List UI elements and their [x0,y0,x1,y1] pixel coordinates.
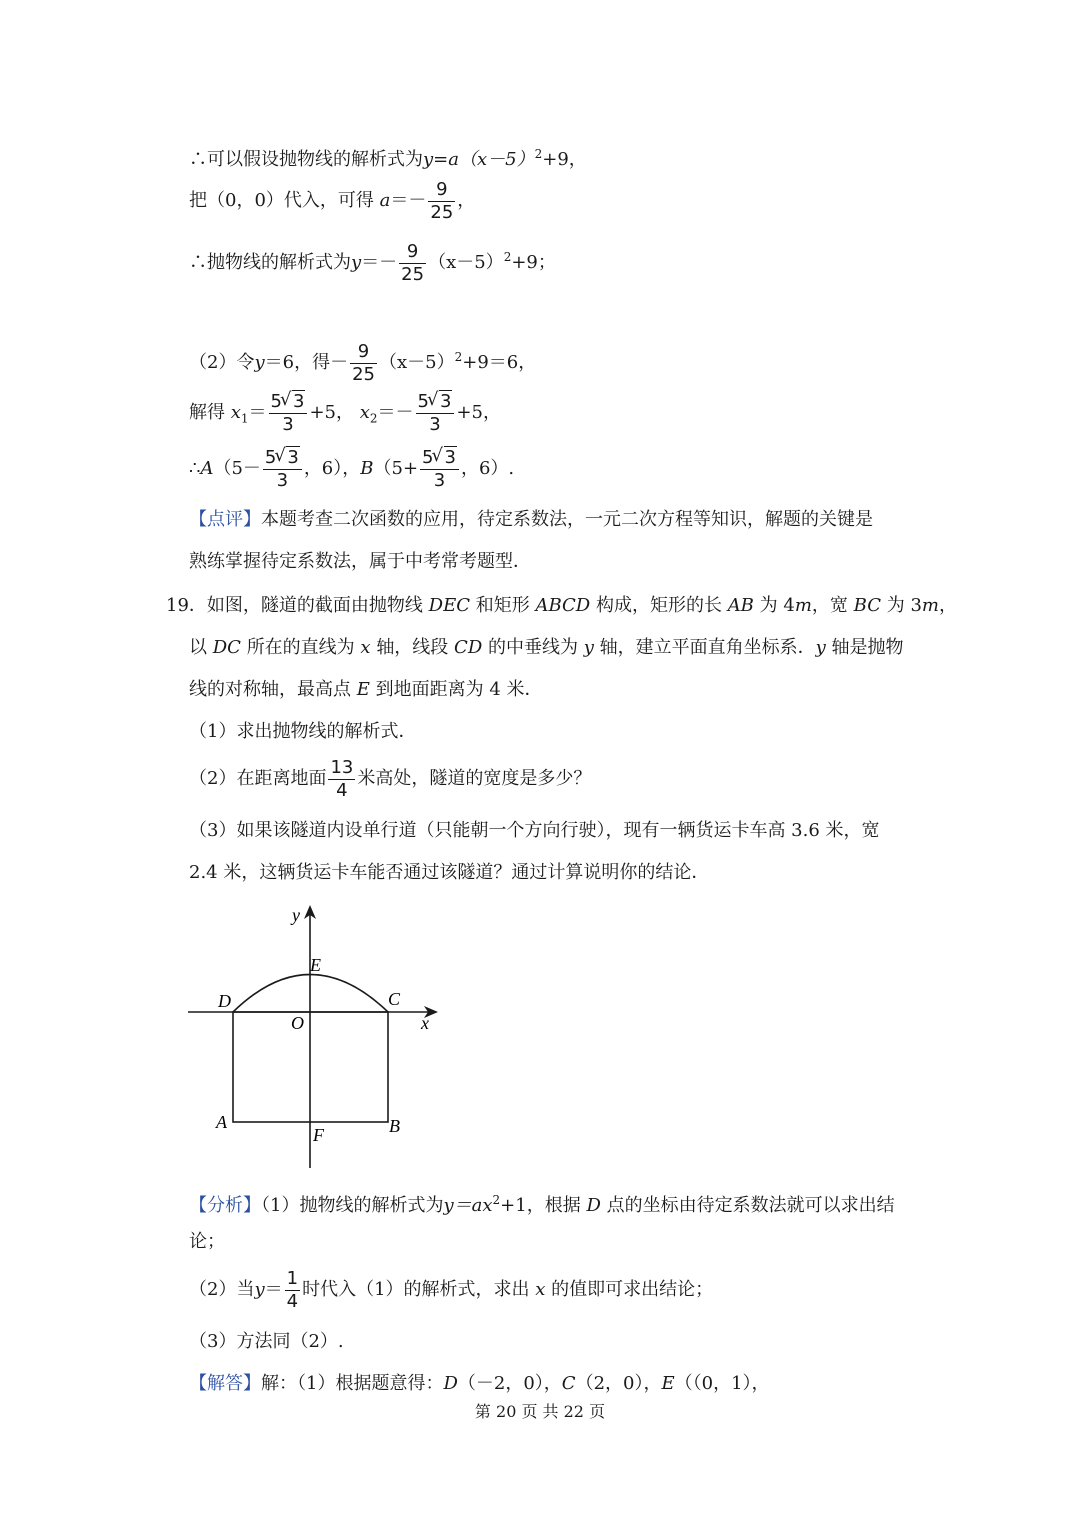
analysis-line1 [189,1186,895,1220]
text: 的中垂线为 [488,637,578,658]
sqrt [276,447,299,469]
numerator: 9 [350,341,377,364]
text: 解：（1）根据题意得： [261,1373,444,1394]
text: 本题考查二次函数的应用，待定系数法，一元二次方程等知识，解题的关键是 [261,509,873,530]
coef: 5 [264,446,277,468]
coef: 5 [417,390,429,412]
text: ，6）， [303,458,361,479]
label-y: y [292,905,300,925]
denominator: 4 [336,779,348,801]
denominator: 25 [401,263,425,285]
q19-sub2 [189,754,591,804]
text: 为 3 [886,595,922,616]
denominator: 4 [286,1290,299,1312]
label-d: D [218,991,231,1011]
label-x: x [421,1013,429,1033]
answer-line1 [189,1370,770,1398]
text: 所在的直线为 [246,637,355,658]
text: +9， [542,149,587,170]
analysis-line3 [189,1265,713,1315]
text: ＝ [264,1279,283,1300]
math-var: BC [853,595,881,616]
text: （2，0）， [575,1373,662,1394]
text: ＝6，得－ [264,352,349,373]
math-var: CD [454,637,483,658]
coef: 5 [270,390,282,412]
fraction [350,341,377,386]
review-tag: 【点评】 [189,509,261,530]
text: 和矩形 [475,595,530,616]
fraction [269,391,308,436]
text: ＝ [248,402,267,423]
text: （3）如果该隧道内设单行道（只能朝一个方向行驶），现有一辆货运卡车高 3.6 米，宽 [189,820,880,841]
text: （（0，1）， [674,1373,770,1394]
text: ∴ [189,458,201,479]
math-var: m [921,595,939,616]
label-e: E [310,955,321,975]
text: ， [939,595,957,616]
sqrt [282,391,305,413]
text: +9； [511,252,556,273]
text: （2）在距离地面 [189,768,327,789]
math-var: ABCD [535,595,591,616]
numerator [420,447,459,470]
q19-sub1 [189,718,416,746]
q19-sub3-line2 [189,859,709,887]
part1-line1 [189,140,587,174]
math-var: y＝ax [443,1195,493,1216]
fraction [428,179,455,224]
math-var: x [535,1279,546,1300]
text: 2.4 米，这辆货运卡车能否通过该隧道？通过计算说明你的结论． [189,862,710,883]
exponent: 2 [503,250,512,264]
tunnel-figure [180,895,460,1175]
label-b: B [389,1116,400,1136]
text: 把（0，0）代入，可得 [189,190,374,211]
text: 点的坐标由待定系数法就可以求出结 [606,1195,895,1216]
label-o: O [291,1013,304,1033]
text: ，宽 [811,595,848,616]
q19-sub3-line1 [189,817,880,845]
text: ∴抛物线的解析式为 [189,252,351,273]
radicand: 3 [439,390,452,412]
text: +5， [309,402,354,423]
text: 解得 [189,402,225,423]
text: 轴，建立平面直角坐标系． [599,637,816,658]
math-var: a [379,190,391,211]
text: 时代入（1）的解析式，求出 [302,1279,530,1300]
text: +1，根据 [500,1195,581,1216]
exponent: 2 [492,1193,501,1207]
text: （2）当 [189,1279,255,1300]
denominator: 25 [430,201,454,223]
numerator [269,391,308,414]
point-label: A [200,458,214,479]
numerator: 9 [428,179,455,202]
review-line2 [189,548,531,576]
math-var: DEC [428,595,470,616]
sqrt [429,391,452,413]
text: ∴可以假设抛物线的解析式为 [189,149,423,170]
math-var: x [230,402,241,423]
numerator: 1 [286,1267,299,1289]
math-var: m [794,595,812,616]
coef: 5 [422,446,434,468]
text: +9＝6， [462,352,537,373]
radicand: 3 [287,446,299,468]
text: 的值即可求出结论； [551,1279,714,1300]
numerator: 9 [399,241,426,264]
part2-line2 [189,388,501,444]
math-var: y [254,1279,265,1300]
q19-line3 [189,676,543,704]
text: 米高处，隧道的宽度是多少？ [357,768,592,789]
subscript: 1 [240,411,249,426]
math-var: D [586,1195,601,1216]
analysis-line4 [189,1328,344,1356]
text: （5+ [373,458,419,479]
text: 轴是抛物 [831,637,904,658]
text: 论； [189,1231,225,1252]
fraction [285,1268,300,1313]
text: （2）令 [189,352,255,373]
math-var: D [443,1373,458,1394]
math-var: AB [727,595,754,616]
label-f: F [313,1125,324,1145]
text: 熟练掌握待定系数法，属于中考常考题型． [189,551,531,572]
text: 构成，矩形的长 [595,595,722,616]
label-c: C [388,989,401,1009]
sqrt [434,447,457,469]
point-label: B [360,458,374,479]
part2-line3 [189,444,514,494]
numerator [416,391,455,414]
fraction [328,757,355,802]
fraction [416,391,455,436]
text: 为 4 [759,595,795,616]
math-var: y [254,352,265,373]
analysis-tag: 【分析】 [189,1195,261,1216]
text: （5－ [213,458,261,479]
text: （1）求出抛物线的解析式． [189,721,417,742]
review-line1 [189,506,873,534]
fraction [263,447,302,492]
math-var: x [359,402,370,423]
part1-line2 [189,176,475,226]
text: （3）方法同（2）. [189,1331,344,1352]
subscript: 2 [369,411,378,426]
text: +5， [456,402,501,423]
q19-line1 [166,592,957,620]
math-var: y [583,637,594,658]
text: （－2，0）， [457,1373,562,1394]
radicand: 3 [292,390,305,412]
text: 轴，线段 [376,637,449,658]
math-var: x [360,637,371,658]
text: （x－5） [378,352,455,373]
exponent: 2 [534,147,543,161]
math-var: y [815,637,826,658]
text: ＝－ [361,252,398,273]
denominator: 3 [429,413,441,435]
math-var: DC [212,637,241,658]
label-a: A [216,1112,227,1132]
math-var: y=a（x－5） [423,149,535,170]
math-var: y [351,252,362,273]
fraction [399,241,426,286]
numerator: 13 [330,756,354,778]
math-var: C [561,1373,576,1394]
page-footer: 第 20 页 共 22 页 [474,1402,606,1421]
denominator: 3 [276,469,289,491]
text: 19．如图，隧道的截面由抛物线 [166,595,423,616]
text: ，6）. [460,458,515,479]
q19-line2 [189,634,904,662]
answer-tag: 【解答】 [189,1373,261,1394]
text: 以 [189,637,207,658]
text: ， [457,190,476,211]
text: 到地面距离为 4 米． [375,679,543,700]
radicand: 3 [444,446,456,468]
numerator [263,447,302,470]
text: 线的对称轴，最高点 [189,679,351,700]
denominator: 25 [352,363,375,385]
part1-line3 [189,232,556,288]
denominator: 3 [282,413,294,435]
math-var: E [356,679,370,700]
part2-line1 [189,332,536,388]
math-var: E [661,1373,675,1394]
text: ＝－ [377,402,414,423]
text: （1）抛物线的解析式为 [261,1195,444,1216]
fraction [420,447,459,492]
denominator: 3 [433,469,446,491]
analysis-line2 [189,1228,225,1256]
exponent: 2 [454,350,463,364]
text: ＝－ [390,190,427,211]
text: （x－5） [428,252,504,273]
